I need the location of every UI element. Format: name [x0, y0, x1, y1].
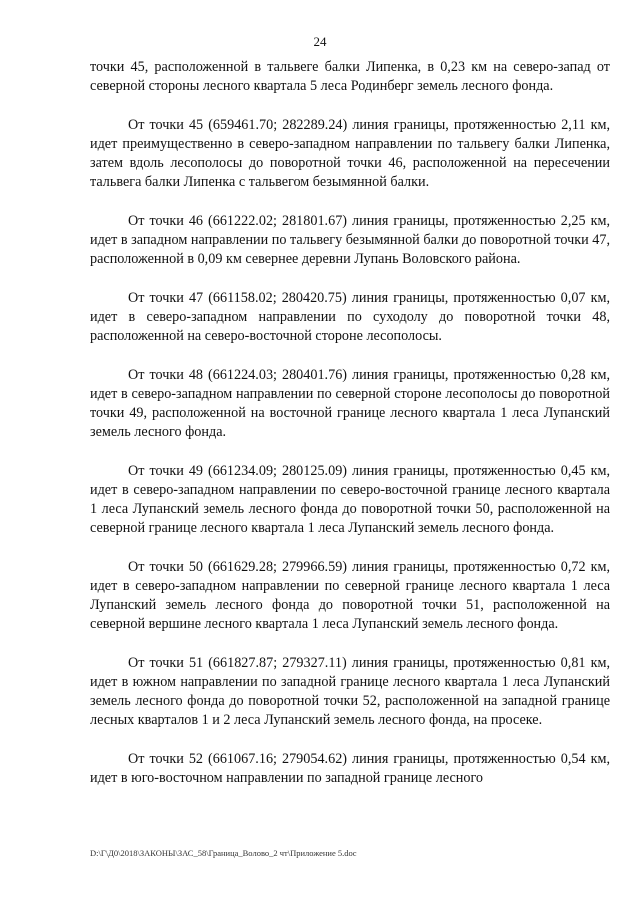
file-path-footer: D:\Г\Д0\2018\ЗАКОНЫ\ЗАС_58\Граница_Волово_2 чт\Приложение 5.doc: [90, 848, 357, 858]
paragraph-point-47: От точки 47 (661158.02; 280420.75) линия границы, протяженностью 0,07 км, идет в северо-западном направлении по суходолу до поворотной точки 48, расположенной на северо-восточной стороне лесополосы.: [90, 290, 610, 344]
document-body: [90, 58, 610, 808]
paragraph-point-51: От точки 51 (661827.87; 279327.11) линия границы, протяженностью 0,81 км, идет в южном направлении по западной границе лесного квартала 1 леса Лупанский земель лесного фонда до поворотной точки 52, расположенной на западной границе лесных кварталов 1 и 2 леса Лупанский земель лесного фонда, на просеке.: [90, 655, 610, 728]
paragraph-point-48: От точки 48 (661224.03; 280401.76) линия границы, протяженностью 0,28 км, идет в северо-западном направлении по северной стороне лесополосы до поворотной точки 49, расположенной на восточной границе лесного квартала 1 леса Лупанский земель лесного фонда.: [90, 367, 610, 440]
paragraph-point-45: От точки 45 (659461.70; 282289.24) линия границы, протяженностью 2,11 км, идет преимущественно в северо-западном направлении по тальвегу балки Липенка, затем вдоль лесополосы до поворотной точки 46, расположенной на пересечении тальвега балки Липенка с тальвегом безымянной балки.: [90, 117, 610, 190]
paragraph-point-50: От точки 50 (661629.28; 279966.59) линия границы, протяженностью 0,72 км, идет в северо-западном направлении по северной границе лесного квартала 1 леса Лупанский земель лесного фонда до поворотной точки 51, расположенной на северной вершине лесного квартала 1 леса Лупанский земель лесного фонда.: [90, 559, 610, 632]
paragraph-point-46: От точки 46 (661222.02; 281801.67) линия границы, протяженностью 2,25 км, идет в западном направлении по тальвегу безымянной балки до поворотной точки 47, расположенной в 0,09 км севернее деревни Лупань Воловского района.: [90, 213, 610, 267]
page-number: 24: [313, 34, 327, 49]
paragraph-point-52: От точки 52 (661067.16; 279054.62) линия границы, протяженностью 0,54 км, идет в юго-восточном направлении по западной границе лесного: [90, 751, 610, 786]
paragraph-point-49: От точки 49 (661234.09; 280125.09) линия границы, протяженностью 0,45 км, идет в северо-западном направлении по северо-восточной границе лесного квартала 1 леса Лупанский земель лесного фонда до поворотной точки 50, расположенной на северной границе лесного квартала 1 леса Лупанский земель лесного фонда.: [90, 463, 610, 536]
paragraph-continuation: точки 45, расположенной в тальвеге балки Липенка, в 0,23 км на северо-запад от северной стороны лесного квартала 5 леса Родинберг земель лесного фонда.: [90, 59, 610, 94]
